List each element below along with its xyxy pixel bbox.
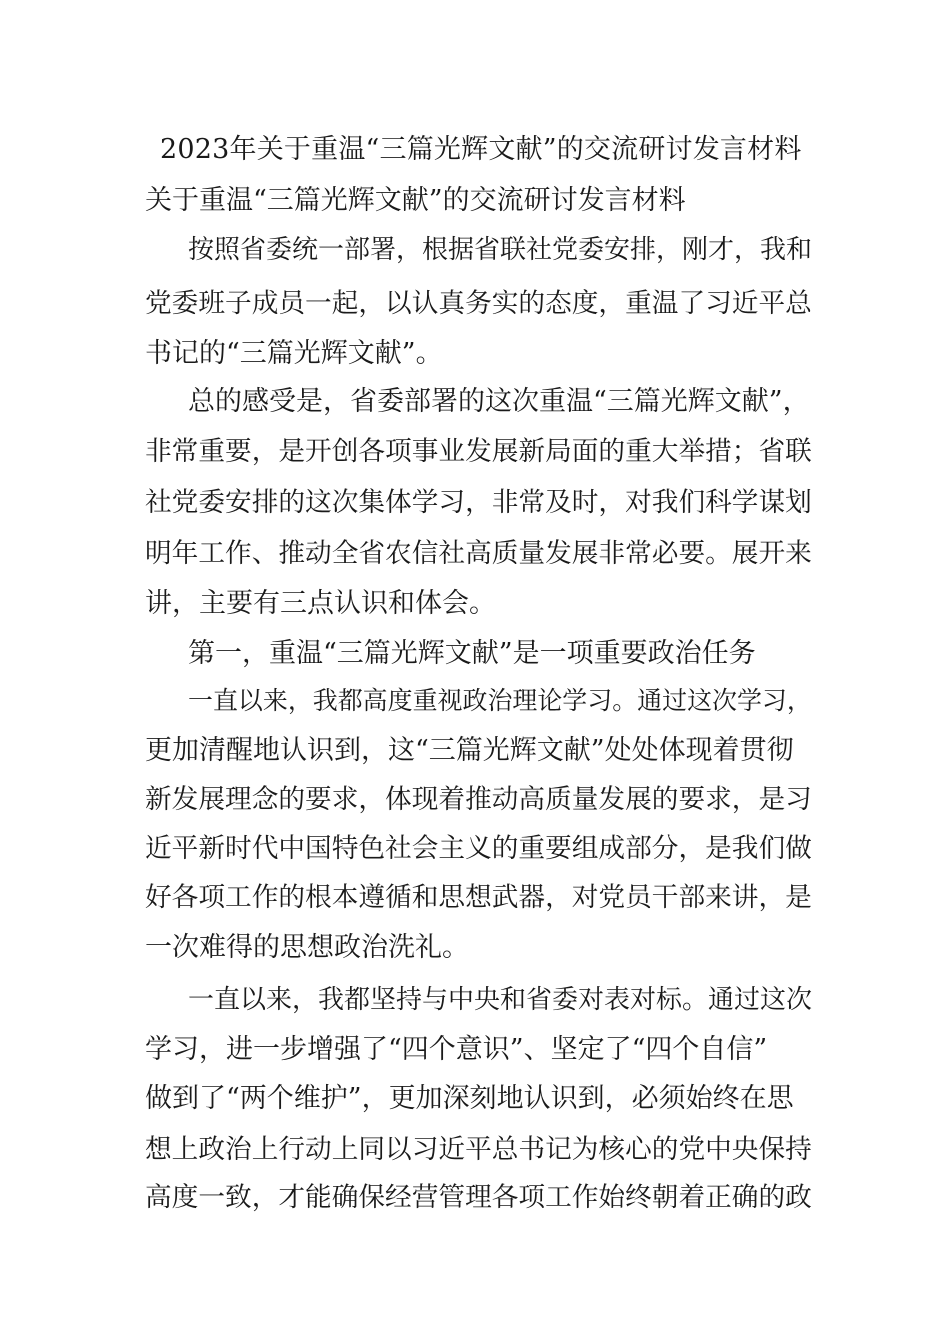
paragraph-2-line-1: 总的感受是，省委部署的这次重温“三篇光辉文献”， <box>188 386 810 417</box>
paragraph-3-line-5: 好各项工作的根本遵循和思想武器，对党员干部来讲，是 <box>145 882 812 913</box>
paragraph-3-line-2: 更加清醒地认识到，这“三篇光辉文献”处处体现着贯彻 <box>145 735 794 766</box>
paragraph-3-line-3: 新发展理念的要求，体现着推动高质量发展的要求，是习 <box>145 784 812 815</box>
document-subtitle: 关于重温“三篇光辉文献”的交流研讨发言材料 <box>145 185 686 216</box>
paragraph-3-line-1: 一直以来，我都高度重视政治理论学习。通过这次学习， <box>188 686 812 715</box>
paragraph-2-line-2: 非常重要，是开创各项事业发展新局面的重大举措；省联 <box>145 436 812 467</box>
document-title: 2023年关于重温“三篇光辉文献”的交流研讨发言材料 <box>160 134 802 165</box>
paragraph-4-line-3: 做到了“两个维护”，更加深刻地认识到，必须始终在思 <box>145 1083 794 1114</box>
paragraph-4-line-4: 想上政治上行动上同以习近平总书记为核心的党中央保持 <box>145 1134 812 1165</box>
paragraph-3-line-4: 近平新时代中国特色社会主义的重要组成部分，是我们做 <box>145 833 812 864</box>
paragraph-2-line-4: 明年工作、推动全省农信社高质量发展非常必要。展开来 <box>145 538 812 569</box>
paragraph-2-line-5: 讲，主要有三点认识和体会。 <box>145 588 496 619</box>
paragraph-3-line-6: 一次难得的思想政治洗礼。 <box>145 932 469 963</box>
paragraph-1-line-1: 按照省委统一部署，根据省联社党委安排，刚才，我和 <box>188 235 813 265</box>
paragraph-4-line-2: 学习，进一步增强了“四个意识”、坚定了“四个自信” <box>145 1034 768 1065</box>
paragraph-4-line-1: 一直以来，我都坚持与中央和省委对表对标。通过这次 <box>188 985 813 1015</box>
paragraph-4-line-5: 高度一致，才能确保经营管理各项工作始终朝着正确的政 <box>145 1182 812 1213</box>
paragraph-2-line-3: 社党委安排的这次集体学习，非常及时，对我们科学谋划 <box>145 487 812 518</box>
section-heading-1: 第一，重温“三篇光辉文献”是一项重要政治任务 <box>188 638 756 669</box>
paragraph-1-line-2: 党委班子成员一起，以认真务实的态度，重温了习近平总 <box>145 288 812 319</box>
paragraph-1-line-3: 书记的“三篇光辉文献”。 <box>145 338 443 369</box>
